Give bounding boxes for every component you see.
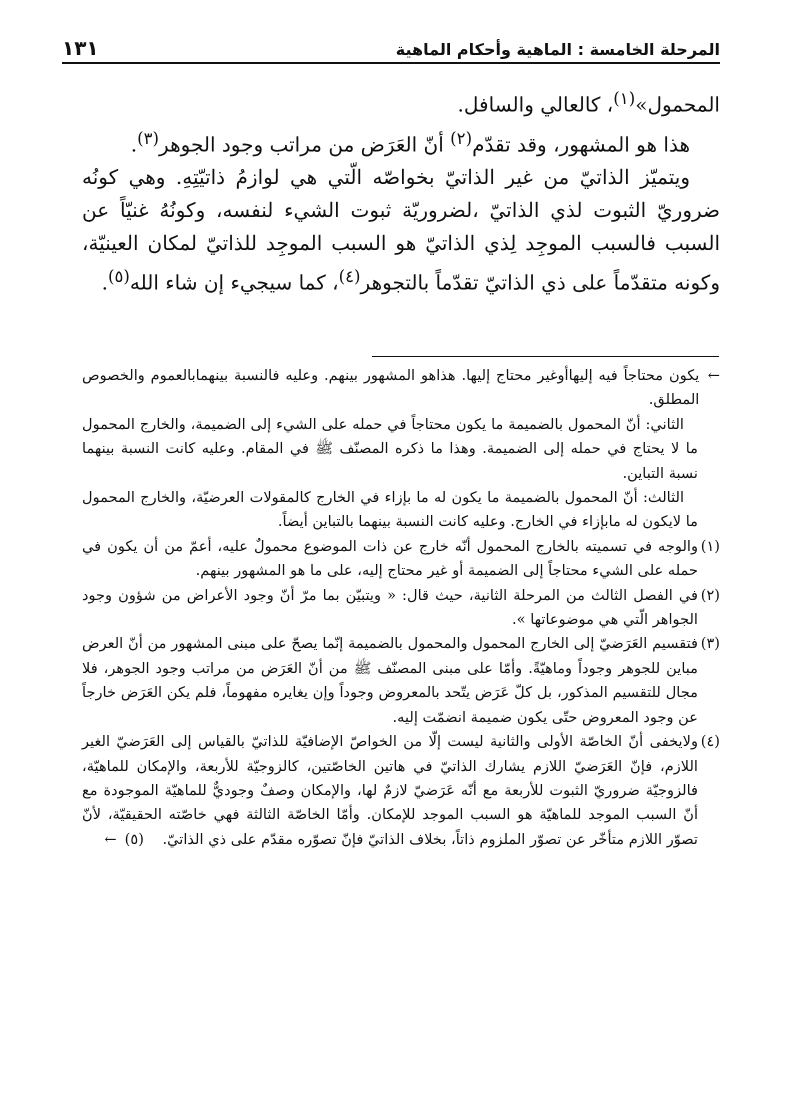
footnote-number: (٢) [700, 586, 720, 604]
footnote-continuation-text: يكون محتاجاً فيه إليهاأوغير محتاج إليها. هذاهو المشهور بينهم. وعليه فالنسبة بينهمابالعموم والخصوص المطلق. [82, 367, 700, 409]
page-number: ١٣١ [62, 36, 99, 60]
page-header [62, 30, 720, 64]
footnote-number: (٤) [700, 733, 720, 751]
footnote-text: والوجه في تسميته بالخارج المحمول أنّه خارج عن ذات الموضوع محمولٌ عليه، أعمّ من أن يكون في حمله على الشيء محتاجاً إلى الضميمة أو غير محتاج إليه، على ما هو المشهور بينهم. [82, 537, 698, 580]
next-page-arrow-icon: ← [104, 830, 117, 848]
footnote-separator [372, 356, 719, 357]
footnote-continuation-block [82, 413, 720, 535]
continuation-arrow-icon: ← [707, 367, 720, 384]
footnote-text: في الفصل الثالث من المرحلة الثانية، حيث قال: « ويتبيّن بما مرّ أنّ وجود الأعراض من شؤون وجود الجواهر الّتي هي موضوعاتها ». [82, 586, 698, 629]
footnote-item [82, 632, 720, 730]
main-paragraph: هذا هو المشهور، وقد تقدّم$^{(٢)}$ أنّ العَرَض من مراتب وجود الجوهر$^{(٣)}$. [130, 128, 690, 157]
footnote-text [82, 730, 698, 852]
next-footnote-marker: (٥) [124, 830, 144, 848]
footnote-number: (٣) [700, 635, 720, 653]
footnote-item [82, 584, 720, 633]
footnote-item [82, 730, 720, 852]
main-paragraph: ويتميّز الذاتيّ من غير الذاتيّ بخواصّه الّتي هي لوازمُ ذاتيّتِهِ. وهي كونُه ضروريّ الثبوت لذي الذاتيّ ،لضروريّة ثبوت الشيء لنفسه، وكونُهُ غنيّاً عن السبب فالسبب الموجِد لِذي الذاتيّ هو السبب الموجِد للذاتيّ لمكان العينيّة، وكونه متقدّماً على ذي الذاتيّ تقدّماً بالتجوهر$^{(٤)}$، كما سيجيء إن شاء الله$^{(٥)}$. [82, 165, 720, 295]
footnote-number: (١) [700, 537, 720, 555]
footnote-text: فتقسيم العَرَضيّ إلى الخارج المحمول والمحمول بالضميمة إنّما يصحّ على مبنى المشهور من أنّ العرض مباين للجوهر وجوداً وماهيّةً. وأمّا على مبنى المصنّف ﷺ من أنّ العَرَض من مراتب وجود الجوهر، فلا مجال للتقسيم المذكور، بل كلّ عَرَض يتّحد بالمعروض وجوداً وإن يغايره مفهوماً، فلم يكن العَرَض خارجاً عن وجود المعروض حتّى يكون ضميمة انضمّت إليه. [82, 635, 698, 726]
main-text [82, 82, 720, 300]
footnotes [82, 364, 720, 852]
main-paragraph: المحمول»$^{(١)}$، كالعالي والسافل. [457, 89, 720, 117]
footnote-continuation-text: الثالث: أنّ المحمول بالضميمة ما يكون له ما بإزاء في الخارج كالمقولات العرضيّة، والخارج المحمول ما لايكون له مابإزاء في الخارج. وعليه كانت النسبة بينهما بالتباين أيضاً. [82, 489, 698, 531]
footnote-continuation-text: الثاني: أنّ المحمول بالضميمة ما يكون محتاجاً في حمله على الشيء إلى الضميمة، والخارج المحمول ما لا يحتاج في حمله إلى الضميمة. وهذا ما ذكره المصنّف ﷺ في المقام. وعليه كانت النسبة بينهما نسبة التباين. [82, 415, 698, 482]
footnote-continuation [82, 364, 720, 413]
footnote-text-body: ولايخفى أنّ الخاصّة الأولى والثانية ليست إلّا من الخواصّ الإضافيّة للذاتيّ بالقياس إلى العَرَضيّ الغير اللازم، فإنّ العَرَضيّ اللازم يشارك الذاتيّ في هاتين الخاصّتين، كالزوجيّة للأربعة، والإمكان للماهيّة، فالزوجيّة ضروريّ الثبوت للأربعة مع أنّه عَرَضيّ لازمٌ لها، والإمكان وصفٌ وجوديٌّ للماهيّة الموجودة مع أنّ السبب الموجد للماهيّة هو السبب الموجد للإمكان. وأمّا الخاصّة الثالثة فهي خاصّته الحقيقيّة، لأنّ تصوّر اللازم متأخّر عن تصوّر الملزوم ذاتاً، بخلاف الذاتيّ فإنّ تصوّره مقدّم على ذي الذاتيّ. [82, 733, 698, 848]
running-title: المرحلة الخامسة : الماهية وأحكام الماهية [395, 40, 720, 59]
footnote-item [82, 535, 720, 584]
